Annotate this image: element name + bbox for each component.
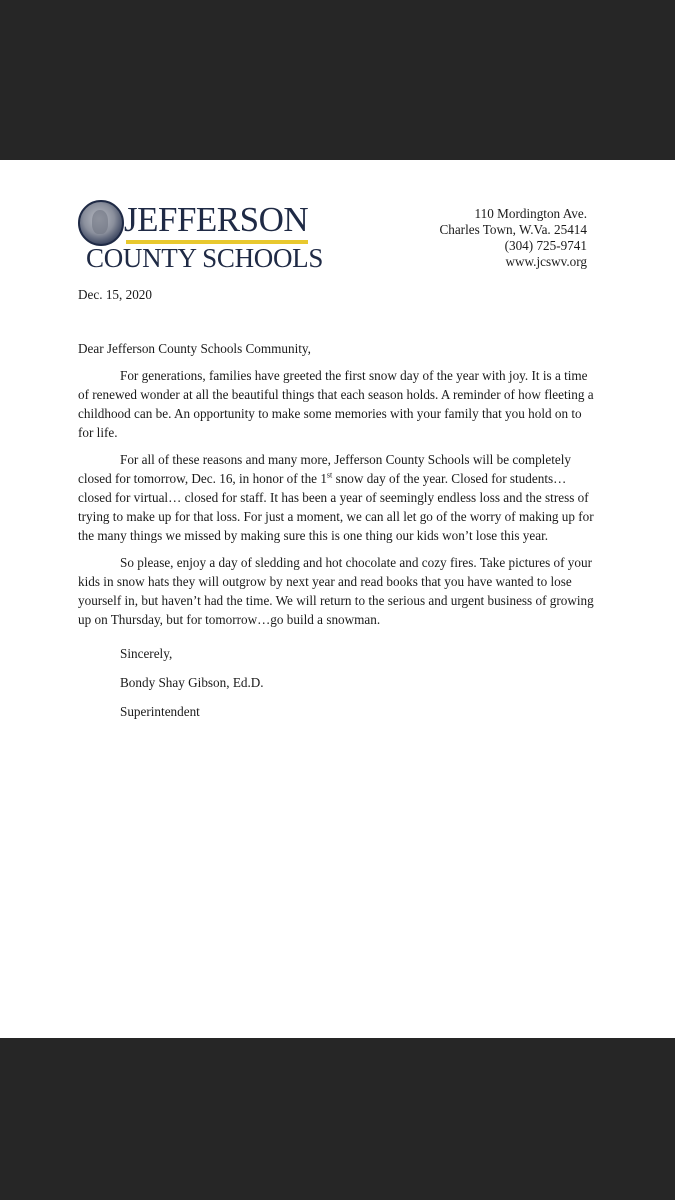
paragraph-2 bbox=[78, 450, 598, 545]
valediction: Sincerely, bbox=[120, 646, 173, 661]
signer-name: Bondy Shay Gibson, Ed.D. bbox=[120, 675, 264, 690]
salutation: Dear Jefferson County Schools Community, bbox=[78, 341, 311, 356]
logo-title-line1: JEFFERSON bbox=[124, 200, 309, 239]
letter-body bbox=[78, 339, 598, 637]
address-city: Charles Town, W.Va. 25414 bbox=[439, 222, 587, 237]
signer-title: Superintendent bbox=[120, 704, 200, 719]
county-seal-icon bbox=[78, 200, 124, 246]
letter-page bbox=[0, 160, 675, 1038]
address-website: www.jcswv.org bbox=[505, 254, 587, 269]
paragraph-1: For generations, families have greeted the first snow day of the year with joy. It is a time of renewed wonder at all the beautiful things that each season holds. A reminder of how fleeting a childhood can be. An opportunity to make some memories with your family that you hold on to for life. bbox=[78, 368, 594, 440]
paragraph-2-part-2: snow day of the year. Closed for students… closed for virtual… closed for staff. It has been a year of seemingly endless loss and the stress of trying to make up for that loss. For just a moment, we can all let go of the worry of making up for the many things we missed by making sure this is one thing our kids won’t lose this year. bbox=[78, 471, 594, 543]
logo-title-line2: COUNTY SCHOOLS bbox=[86, 243, 324, 273]
bottom-dark-band bbox=[0, 1038, 675, 1200]
paragraph-2-part-1: For all of these reasons and many more, Jefferson County Schools will be completely closed for tomorrow, Dec. 16, in honor of the 1 bbox=[78, 452, 571, 486]
signature-block bbox=[120, 646, 264, 733]
return-address bbox=[439, 206, 587, 270]
district-logo bbox=[78, 200, 328, 272]
address-street: 110 Mordington Ave. bbox=[474, 206, 587, 221]
top-dark-band bbox=[0, 0, 675, 160]
address-phone: (304) 725-9741 bbox=[504, 238, 587, 253]
letter-date: Dec. 15, 2020 bbox=[78, 287, 152, 302]
ordinal-suffix: st bbox=[326, 470, 333, 480]
paragraph-3: So please, enjoy a day of sledding and hot chocolate and cozy fires. Take pictures of your kids in snow hats they will outgrow by next year and read books that you have wanted to lose yourself in, but haven’t had the time. We will return to the serious and urgent business of growing up on Thursday, but for tomorrow…go build a snowman. bbox=[78, 555, 594, 627]
